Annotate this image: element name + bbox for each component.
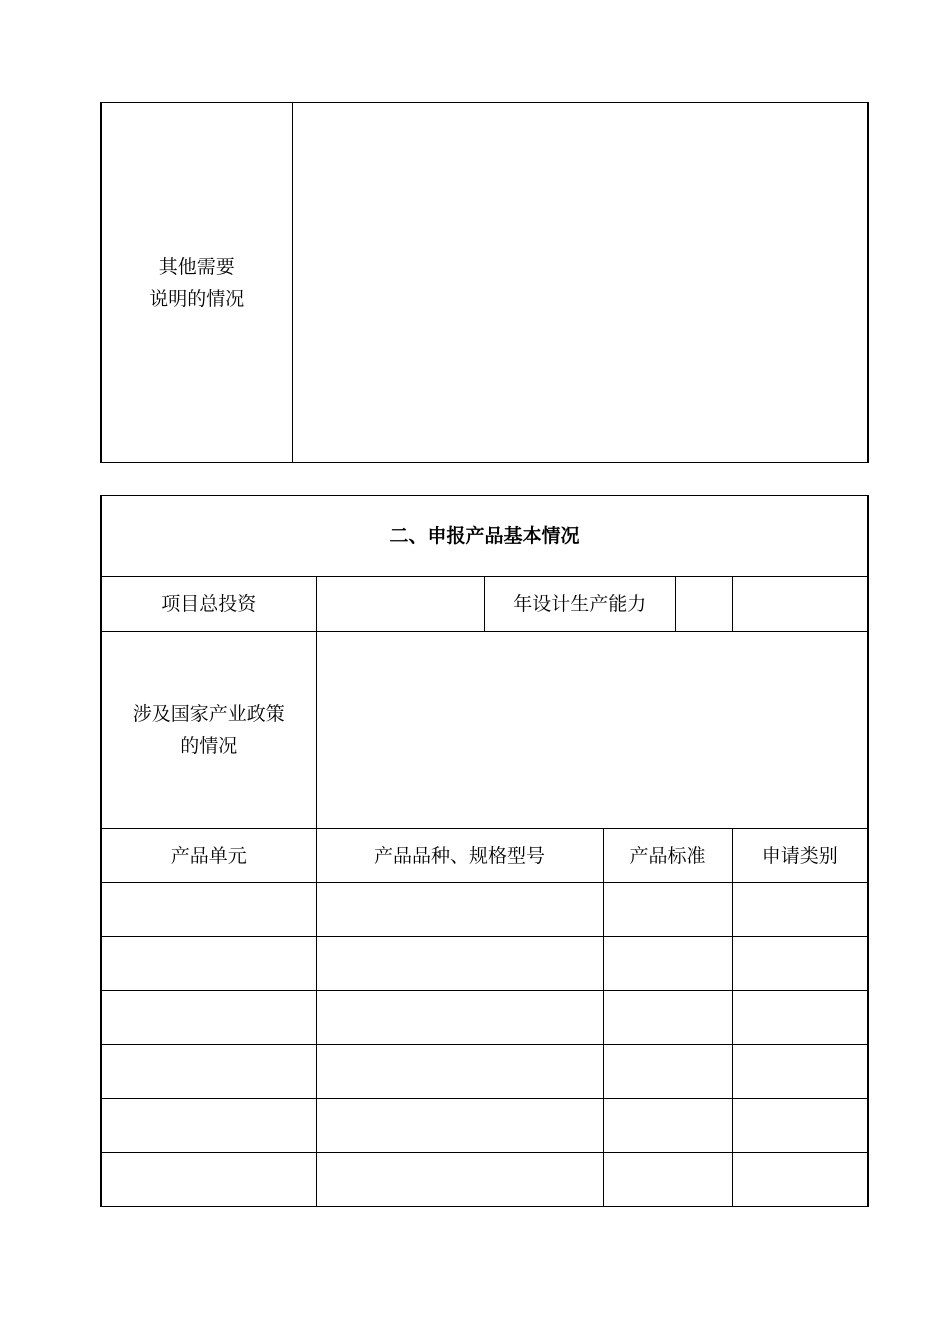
cell-variety[interactable] xyxy=(316,1153,603,1207)
section-title: 二、申报产品基本情况 xyxy=(101,496,868,577)
cell-standard[interactable] xyxy=(603,1153,732,1207)
table-row xyxy=(101,883,868,937)
capacity-value[interactable] xyxy=(732,577,868,632)
column-header-category: 申请类别 xyxy=(732,829,868,883)
cell-standard[interactable] xyxy=(603,883,732,937)
table-row xyxy=(101,937,868,991)
cell-variety[interactable] xyxy=(316,1045,603,1099)
cell-standard[interactable] xyxy=(603,1099,732,1153)
table-row xyxy=(101,1099,868,1153)
cell-category[interactable] xyxy=(732,1153,868,1207)
capacity-group xyxy=(484,577,732,632)
cell-variety[interactable] xyxy=(316,991,603,1045)
other-info-label-line1: 其他需要 xyxy=(158,255,235,278)
other-info-label xyxy=(101,103,292,463)
cell-category[interactable] xyxy=(732,991,868,1045)
cell-variety[interactable] xyxy=(316,883,603,937)
cell-unit[interactable] xyxy=(101,1045,316,1099)
cell-unit[interactable] xyxy=(101,1099,316,1153)
cell-unit[interactable] xyxy=(101,991,316,1045)
table-row xyxy=(101,1045,868,1099)
cell-unit[interactable] xyxy=(101,1153,316,1207)
cell-variety[interactable] xyxy=(316,1099,603,1153)
policy-label xyxy=(101,632,316,829)
cell-category[interactable] xyxy=(732,883,868,937)
other-info-table xyxy=(100,102,869,463)
other-info-label-line2: 说明的情况 xyxy=(149,287,245,310)
column-header-standard: 产品标准 xyxy=(603,829,732,883)
capacity-subtable xyxy=(485,577,733,631)
investment-value[interactable] xyxy=(316,577,484,632)
policy-label-line1: 涉及国家产业政策 xyxy=(132,703,285,725)
other-info-value[interactable] xyxy=(292,103,868,463)
table-row xyxy=(101,1153,868,1207)
cell-variety[interactable] xyxy=(316,937,603,991)
table-row xyxy=(101,991,868,1045)
cell-standard[interactable] xyxy=(603,1045,732,1099)
column-header-variety: 产品品种、规格型号 xyxy=(316,829,603,883)
cell-unit[interactable] xyxy=(101,937,316,991)
cell-standard[interactable] xyxy=(603,937,732,991)
cell-category[interactable] xyxy=(732,1045,868,1099)
capacity-label: 年设计生产能力 xyxy=(485,577,676,631)
capacity-value-part[interactable] xyxy=(676,577,733,631)
cell-unit[interactable] xyxy=(101,883,316,937)
product-info-table xyxy=(100,495,869,1207)
investment-label: 项目总投资 xyxy=(101,577,316,632)
cell-category[interactable] xyxy=(732,937,868,991)
policy-value[interactable] xyxy=(316,632,868,829)
policy-label-line2: 的情况 xyxy=(180,735,238,757)
cell-standard[interactable] xyxy=(603,991,732,1045)
column-header-unit: 产品单元 xyxy=(101,829,316,883)
cell-category[interactable] xyxy=(732,1099,868,1153)
